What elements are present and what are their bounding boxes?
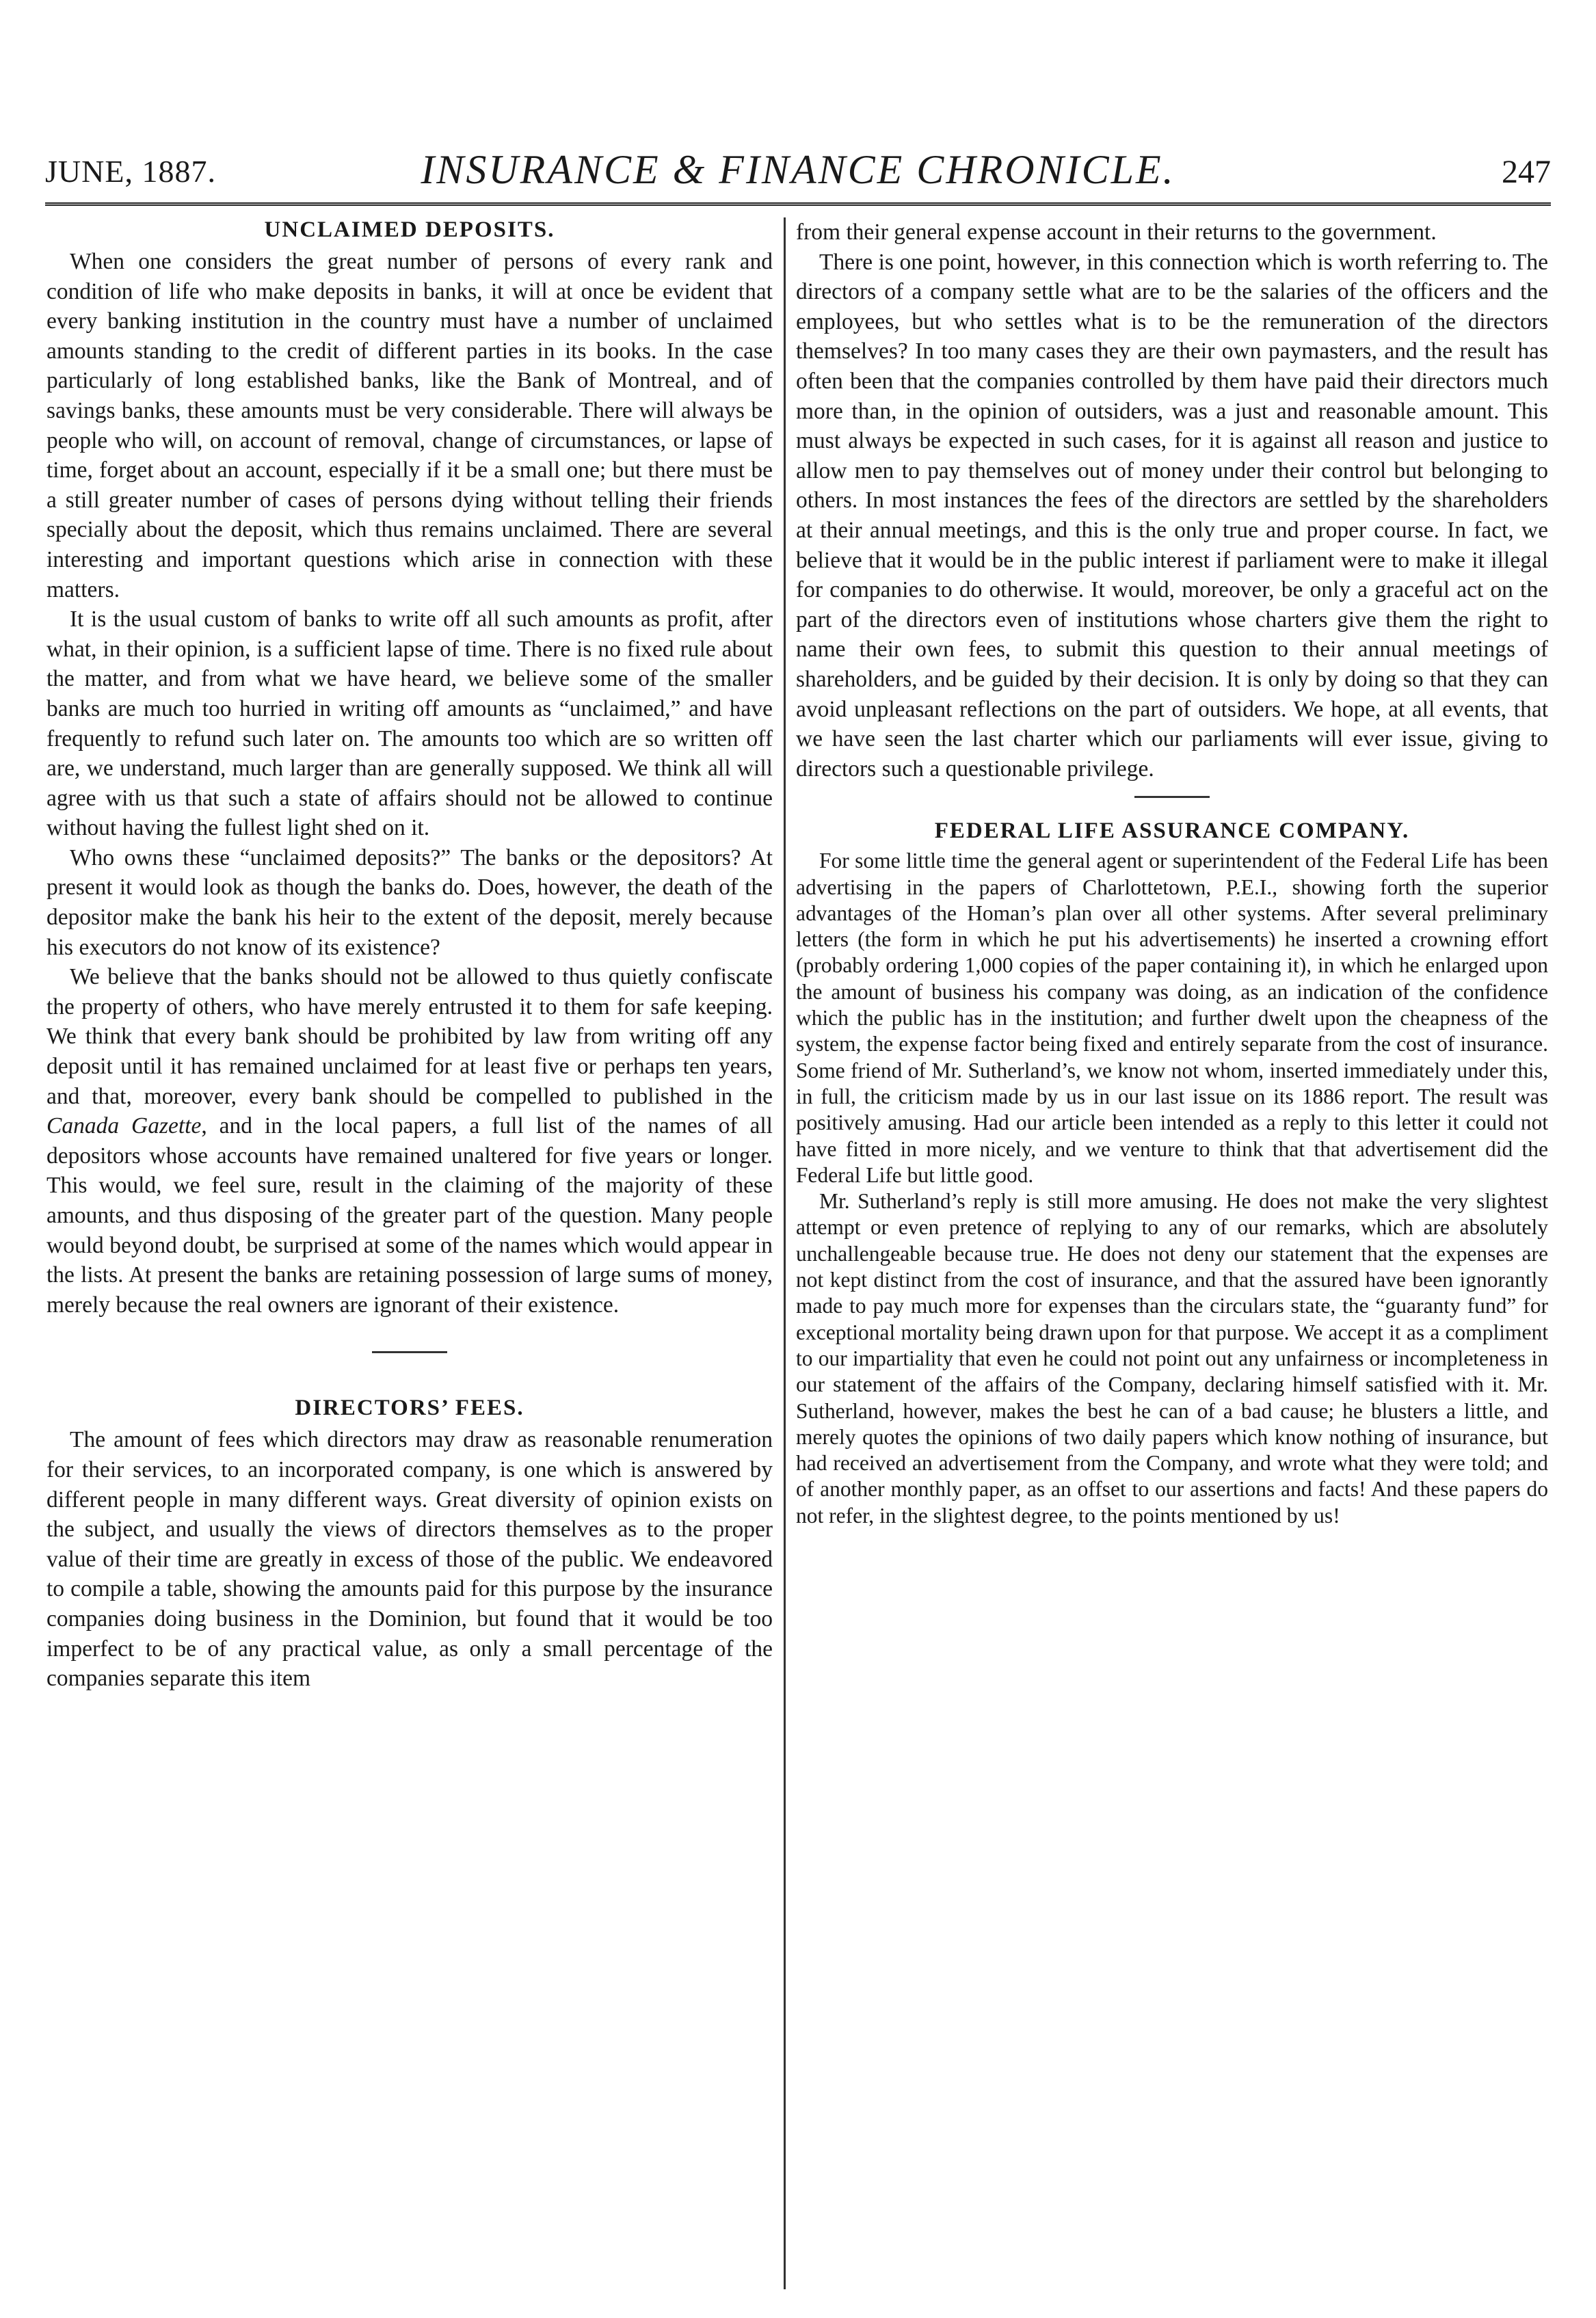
publication-name: Canada Gazette xyxy=(46,1113,202,1139)
article-directors-fees-continued xyxy=(796,217,1548,784)
column-divider xyxy=(784,217,786,2289)
article-paragraph: Mr. Sutherland’s reply is still more amusing. He does not make the very slightest attempt or even pretence of replying to any of our remarks, which are absolutely unchallengeable because true. He does not deny our statement that the expenses are not kept distinct from the cost of insurance, and that the assured have been ignorantly made to pay much more for expenses than the circulars state, the “guaranty fund” for exceptional mortality being drawn upon for that purpose. We accept it as a compliment to our impartiality that even he could not point out any unfairness or incompleteness in our statement of the affairs of the Company, declaring himself satisfied with it. Mr. Sutherland, however, makes the best he can of a bad cause; he blusters a little, and merely quotes the opinions of two daily papers which know nothing of insurance, but had received an advertisement from the Company, and wrote what they were told; and of another monthly paper, as an offset to our assertions and facts! And these papers do not refer, in the slightest degree, to the points mentioned by us! xyxy=(796,1189,1548,1528)
article-paragraph: For some little time the general agent or superintendent of the Federal Life has been advertising in the papers of Charlottetown, P.E.I., showing forth the superior advantages of the Homan’s plan over all other systems. After several preliminary letters (the form in which he put his advertisements) he inserted a crowning effort (probably ordering 1,000 copies of the paper containing it), in which he enlarged upon the amount of business his company was doing, as an indication of the confidence which the public has in the institution; and further dwelt upon the cheapness of the system, the expense factor being fixed and entirely separate from the cost of insurance. Some friend of Mr. Sutherland’s, we know not whom, inserted immediately under this, in full, the criticism made by us in our last issue on its 1886 report. The result was positively amusing. Had our article been intended as a reply to this letter it could not have fitted in more nicely, and we venture to think that that advertisement did the Federal Life but little good. xyxy=(796,849,1548,1187)
paragraph-text: , and in the local papers, a full list of the names of all depositors whose accounts have remained unaltered for five years or longer. This would, we feel sure, result in the claiming of the majority of these amounts, and thus disposing of the greater part of the question. Many people would beyond doubt, be surprised at some of the names which would appear in the lists. At present the banks are retaining possession of large sums of money, merely because the real owners are ignorant of their existence. xyxy=(46,1113,773,1318)
section-separator xyxy=(1134,796,1210,798)
article-paragraph: When one considers the great number of persons of every rank and condition of life who make deposits in banks, it will at once be evident that every banking institution in the country must have a number of unclaimed amounts standing to the credit of different parties in its books. In the case particularly of long established banks, like the Bank of Montreal, and of savings banks, these amounts must be very considerable. There will always be people who will, on account of removal, change of circumstances, or lapse of time, forget about an account, especially if it be a small one; but there must be a still greater number of cases of persons dying without telling their friends specially about the deposit, which thus remains unclaimed. There are several interesting and important questions which arise in connection with these matters. xyxy=(46,249,773,602)
article-federal-life xyxy=(796,818,1548,1529)
right-column xyxy=(796,217,1548,2277)
article-paragraph: The amount of fees which directors may draw as reasonable renumeration for their services, to an incorporated company, is one which is answered by different people in many different ways. Great diversity of opinion exists on the subject, and usually the views of directors themselves as to the proper value of their time are greatly in excess of those of the public. We endeavored to compile a table, showing the amounts paid for this purpose by the insurance companies doing business in the Dominion, but found that it would be too imperfect to be of any practical value, as only a small percentage of the companies separate this item xyxy=(46,1427,773,1692)
article-paragraph xyxy=(46,962,773,1320)
article-paragraph: It is the usual custom of banks to write off all such amounts as profit, after what, in their opinion, is a sufficient lapse of time. There is no fixed rule about the matter, and from what we have heard, we believe some of the smaller banks are much too hurried in writing off amounts as “unclaimed,” and have frequently to refund such later on. The amounts too which are so written off are, we understand, much larger than are generally supposed. We think all will agree with us that such a state of affairs should not be allowed to continue without having the fullest light shed on it. xyxy=(46,607,773,841)
article-heading: DIRECTORS’ FEES. xyxy=(295,1396,524,1421)
page-header xyxy=(45,141,1551,202)
article-unclaimed-deposits xyxy=(46,217,773,1320)
article-directors-fees xyxy=(46,1396,773,1693)
left-column xyxy=(46,217,773,2277)
page-number: 247 xyxy=(1502,154,1551,190)
issue-date: JUNE, 1887. xyxy=(45,154,216,189)
article-paragraph: from their general expense account in their returns to the government. xyxy=(796,219,1437,245)
paragraph-text: We believe that the banks should not be allowed to thus quietly confiscate the property of others, who have merely entrusted it to them for safe keeping. We think that every bank should be prohibited by law from writing off any deposit until it has remained unclaimed for at least five or perhaps ten years, and that, moreover, every bank should be compelled to published in the xyxy=(46,964,773,1109)
article-heading: FEDERAL LIFE ASSURANCE COMPANY. xyxy=(934,818,1410,844)
section-separator xyxy=(372,1351,447,1353)
article-paragraph: There is one point, however, in this connection which is worth referring to. The directors of a company settle what are to be the salaries of the officers and the employees, but who settles what is to be the remuneration of the directors themselves? In too many cases they are their own paymasters, and the result has often been that the companies controlled by them have paid their directors much more than, in the opinion of outsiders, was a just and reasonable amount. This must always be expected in such cases, for it is against all reason and justice to allow men to pay themselves out of money under their control but belonging to others. In most instances the fees of the directors are settled by the shareholders at their annual meetings, and this is the only true and proper course. In fact, we believe that it would be in the public interest if parliament were to make it illegal for companies to do otherwise. It would, moreover, be only a graceful act on the part of the directors even of institutions whose charters give them the right to name their own fees, to submit this question to their annual meetings of shareholders, and be guided by their decision. It is only by doing so that they can avoid unpleasant reflections on the part of outsiders. We hope, at all events, that we have seen the last charter which our parliaments will ever issue, giving to directors such a questionable privilege. xyxy=(796,249,1548,782)
publication-title: INSURANCE & FINANCE CHRONICLE. xyxy=(421,147,1175,192)
article-paragraph: Who owns these “unclaimed deposits?” The banks or the depositors? At present it would look as though the banks do. Does, however, the death of the depositor make the bank his heir to the extent of the deposit, merely because his executors do not know of its existence? xyxy=(46,844,773,960)
header-double-rule xyxy=(45,202,1551,206)
article-heading: UNCLAIMED DEPOSITS. xyxy=(264,217,555,242)
